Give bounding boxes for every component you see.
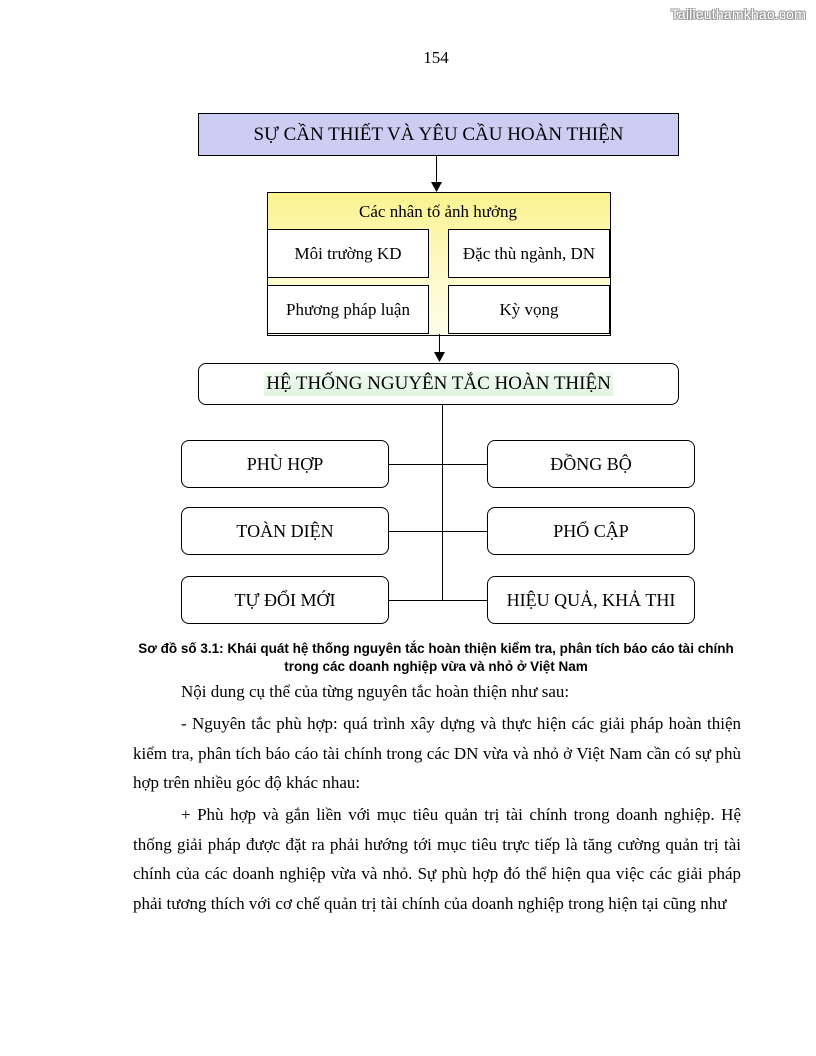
principle-box: PHÙ HỢP: [181, 440, 389, 488]
principle-box: PHỔ CẬP: [487, 507, 695, 555]
factor-box: Đặc thù ngành, DN: [448, 229, 610, 278]
connector-horizontal: [389, 464, 487, 465]
arrow-shaft: [436, 156, 437, 184]
principle-box: TỰ ĐỔI MỚI: [181, 576, 389, 624]
principle-box: ĐỒNG BỘ: [487, 440, 695, 488]
body-paragraph: + Phù hợp và gắn liền với mục tiêu quản trị tài chính trong doanh nghiệp. Hệ thống giải pháp được đặt ra phải hướng tới mục tiêu trực tiếp là tăng cường quản trị tài chính của các doanh nghiệp vừa và nhỏ. Sự phù hợp đó thể hiện qua việc các giải pháp phải tương thích với cơ chế quản trị tài chính của doanh nghiệp trong hiện tại cũng như: [133, 805, 741, 913]
factor-box: Môi trường KD: [267, 229, 429, 278]
caption-line: Sơ đồ số 3.1: Khái quát hệ thống nguyên tắc hoàn thiện kiểm tra, phân tích báo cáo tài chính: [138, 641, 734, 656]
arrow-down-icon: [431, 182, 442, 192]
connector-horizontal: [389, 531, 487, 532]
watermark: Tailieuthamkhao.com: [670, 6, 806, 22]
connector-horizontal: [389, 600, 487, 601]
system-box: [198, 363, 679, 405]
page-number: 154: [423, 48, 449, 67]
caption-line: trong các doanh nghiệp vừa và nhỏ ở Việt Nam: [284, 659, 588, 674]
diagram-caption: [100, 640, 772, 676]
principle-box: HIỆU QUẢ, KHẢ THI: [487, 576, 695, 624]
factors-title: Các nhân tố ảnh hưởng: [359, 202, 517, 221]
intro-paragraph: Nội dung cụ thể của từng nguyên tắc hoàn thiện như sau:: [181, 682, 570, 701]
factor-box: Phương pháp luận: [267, 285, 429, 334]
body-paragraph: - Nguyên tắc phù hợp: quá trình xây dựng và thực hiện các giải pháp hoàn thiện kiểm tra, phân tích báo cáo tài chính trong các DN vừa và nhỏ ở Việt Nam cần có sự phù hợp trên nhiều góc độ khác nhau:: [133, 714, 741, 792]
factor-box: Kỳ vọng: [448, 285, 610, 334]
connector-vertical: [442, 405, 443, 601]
arrow-down-icon: [434, 352, 445, 362]
arrow-shaft: [439, 334, 440, 354]
diagram-title-box: SỰ CẦN THIẾT VÀ YÊU CẦU HOÀN THIỆN: [198, 113, 679, 156]
system-title: HỆ THỐNG NGUYÊN TẮC HOÀN THIỆN: [266, 373, 611, 394]
principle-box: TOÀN DIỆN: [181, 507, 389, 555]
